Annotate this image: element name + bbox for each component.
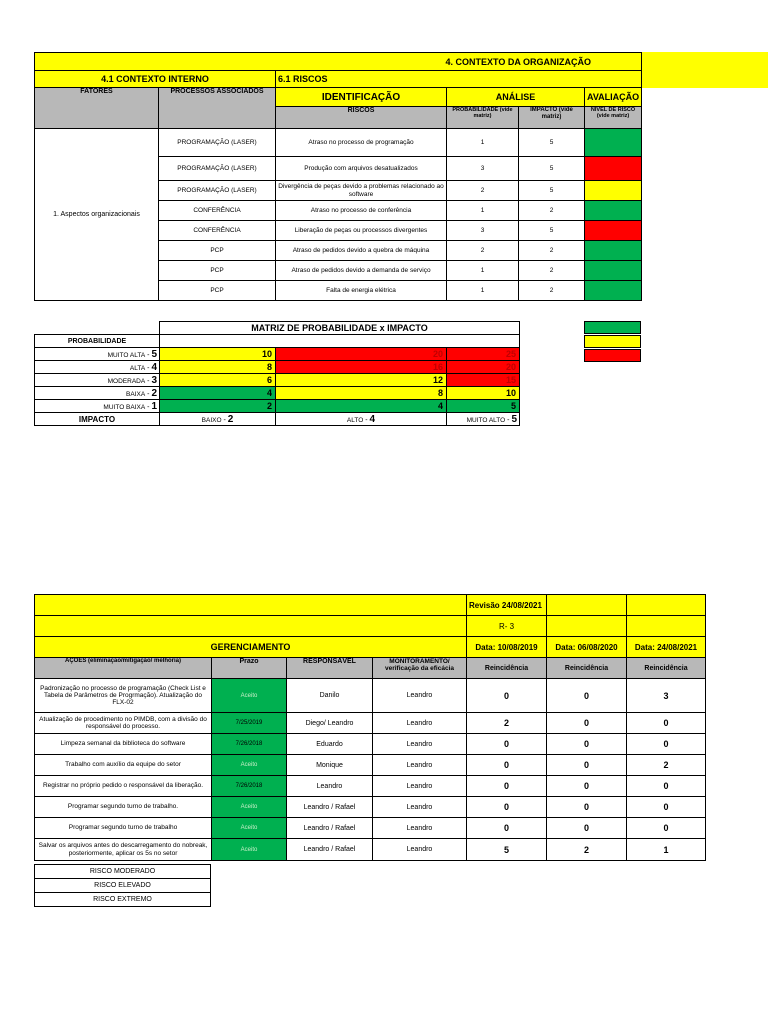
processo-cell: CONFERÊNCIA — [159, 221, 276, 241]
col-avaliacao: AVALIAÇÃO — [585, 88, 642, 107]
matrix-row-sep: - — [145, 351, 152, 359]
prob-cell: 3 — [447, 221, 519, 241]
matrix-row-sep: - — [145, 377, 152, 385]
nivel-risco-cell — [585, 157, 642, 181]
matrix-cell: 8 — [276, 387, 447, 400]
impacto-cell: 5 — [519, 181, 585, 201]
matrix-cell: 4 — [160, 387, 276, 400]
riscos-header: 6.1 RISCOS — [276, 71, 642, 88]
matrix-col-sep: - — [363, 416, 370, 424]
col-responsavel: RESPONSÁVEL — [287, 658, 373, 679]
monitoramento-cell: Leandro — [373, 797, 467, 818]
reincidencia-2-cell: 0 — [547, 755, 627, 776]
matrix-col-label: MUITO ALTO — [466, 416, 506, 424]
management-table — [34, 594, 706, 861]
matrix-cell: 6 — [160, 374, 276, 387]
date-3: Data: 24/08/2021 — [627, 637, 706, 658]
monitoramento-cell: Leandro — [373, 734, 467, 755]
matrix-row — [35, 400, 520, 413]
nivel-risco-cell — [585, 241, 642, 261]
col-probabilidade: PROBABILIDADE (vide matriz) — [447, 107, 519, 129]
responsavel-cell: Diego/ Leandro — [287, 713, 373, 734]
gerenciamento-title: GERENCIAMENTO — [35, 637, 467, 658]
monitoramento-cell: Leandro — [373, 776, 467, 797]
matrix-row-num: 3 — [151, 374, 157, 386]
reincidencia-2-cell: 0 — [547, 797, 627, 818]
reincidencia-2-cell: 0 — [547, 734, 627, 755]
impacto-cell: 2 — [519, 261, 585, 281]
matrix-row-num: 1 — [151, 400, 157, 412]
responsavel-cell: Leandro / Rafael — [287, 839, 373, 861]
contexto-interno-header: 4.1 CONTEXTO INTERNO — [35, 71, 276, 88]
nivel-risco-cell — [585, 281, 642, 301]
matrix-row-num: 2 — [151, 387, 157, 399]
col-acoes: AÇÕES (eliminação/mitigação/ melhoria) — [35, 658, 212, 679]
matrix-row-num: 4 — [151, 361, 157, 373]
legend-swatch-green — [584, 321, 641, 334]
reincidencia-1-cell: 0 — [467, 734, 547, 755]
legend-elevado: RISCO ELEVADO — [35, 879, 211, 893]
risco-cell: Falta de energia elétrica — [276, 281, 447, 301]
col-processos: PROCESSOS ASSOCIADOS — [159, 88, 276, 129]
acao-cell: Atualização de procedimento no PIMDB, com a divisão do responsável do processo. — [35, 713, 212, 734]
risk-table — [34, 52, 642, 301]
processo-cell: CONFERÊNCIA — [159, 201, 276, 221]
col-analise: ANÁLISE — [447, 88, 585, 107]
matrix-cell: 4 — [276, 400, 447, 413]
matrix-row-label — [35, 361, 160, 374]
management-row — [35, 797, 706, 818]
reincidencia-3-cell: 0 — [627, 797, 706, 818]
reincidencia-1-cell: 0 — [467, 755, 547, 776]
prob-cell: 3 — [447, 157, 519, 181]
impacto-cell: 2 — [519, 201, 585, 221]
legend-extremo: RISCO EXTREMO — [35, 893, 211, 907]
responsavel-cell: Leandro / Rafael — [287, 797, 373, 818]
reincidencia-1-cell: 2 — [467, 713, 547, 734]
reincidencia-3-cell: 0 — [627, 818, 706, 839]
col-riscos: RISCOS — [276, 107, 447, 129]
reincidencia-3-cell: 3 — [627, 679, 706, 713]
legend-moderado: RISCO MODERADO — [35, 865, 211, 879]
reincidencia-1-cell: 0 — [467, 776, 547, 797]
risco-cell: Atraso no processo de conferência — [276, 201, 447, 221]
reincidencia-2-cell: 2 — [547, 839, 627, 861]
acao-cell: Programar segundo turno de trabalho — [35, 818, 212, 839]
nivel-risco-cell — [585, 221, 642, 241]
matrix-row — [35, 348, 520, 361]
processo-cell: PROGRAMAÇÃO (LASER) — [159, 129, 276, 157]
col-prazo: Prazo — [212, 658, 287, 679]
matrix-row-label-text: ALTA — [129, 364, 146, 372]
management-row — [35, 818, 706, 839]
r3-label: R- 3 — [467, 616, 547, 637]
reincidencia-2-cell: 0 — [547, 818, 627, 839]
prazo-cell: Aceito — [212, 839, 287, 861]
management-row — [35, 734, 706, 755]
prob-cell: 1 — [447, 281, 519, 301]
reincidencia-3-cell: 0 — [627, 776, 706, 797]
responsavel-cell: Leandro — [287, 776, 373, 797]
matrix-cell: 10 — [447, 387, 520, 400]
nivel-risco-cell — [585, 261, 642, 281]
matrix-row-label — [35, 374, 160, 387]
matrix-cell: 2 — [160, 400, 276, 413]
nivel-risco-cell — [585, 181, 642, 201]
acao-cell: Programar segundo turno de trabalho. — [35, 797, 212, 818]
matrix-row-label-text: MUITO BAIXA — [103, 403, 146, 411]
col-monitoramento: MONITORAMENTO/ verificação da eficácia — [373, 658, 467, 679]
prob-cell: 2 — [447, 181, 519, 201]
risk-matrix — [34, 321, 520, 426]
prazo-cell: Aceito — [212, 818, 287, 839]
matrix-col-muito-alto — [447, 413, 520, 426]
responsavel-cell: Eduardo — [287, 734, 373, 755]
reincidencia-2-cell: 0 — [547, 713, 627, 734]
matrix-cell: 16 — [276, 361, 447, 374]
risk-row — [35, 129, 642, 157]
matrix-impacto-label: IMPACTO — [35, 413, 160, 426]
col-reincidencia-3: Reincidência — [627, 658, 706, 679]
monitoramento-cell: Leandro — [373, 679, 467, 713]
reincidencia-1-cell: 5 — [467, 839, 547, 861]
prazo-cell: 7/26/2018 — [212, 776, 287, 797]
impacto-cell: 5 — [519, 157, 585, 181]
col-reincidencia-2: Reincidência — [547, 658, 627, 679]
prob-cell: 1 — [447, 261, 519, 281]
legend-swatch-yellow — [584, 335, 641, 348]
matrix-row-label-text: BAIXA — [126, 390, 146, 398]
matrix-row-label — [35, 400, 160, 413]
reincidencia-3-cell: 0 — [627, 713, 706, 734]
matrix-prob-label: PROBABILIDADE — [35, 335, 160, 348]
fator-cell: 1. Aspectos organizacionais — [35, 129, 159, 301]
legend-swatch-red — [584, 349, 641, 362]
processo-cell: PROGRAMAÇÃO (LASER) — [159, 181, 276, 201]
page-title: 4. CONTEXTO DA ORGANIZAÇÃO — [35, 53, 642, 71]
reincidencia-3-cell: 2 — [627, 755, 706, 776]
management-row — [35, 776, 706, 797]
impacto-cell: 2 — [519, 241, 585, 261]
prazo-cell: Aceito — [212, 755, 287, 776]
responsavel-cell: Monique — [287, 755, 373, 776]
matrix-col-num: 2 — [227, 413, 234, 425]
nivel-risco-cell — [585, 201, 642, 221]
prob-cell: 1 — [447, 129, 519, 157]
matrix-row-num: 5 — [151, 348, 157, 360]
revisao-label: Revisão 24/08/2021 — [467, 595, 547, 616]
matrix-col-label: BAIXO — [201, 416, 222, 424]
matrix-cell: 20 — [276, 348, 447, 361]
matrix-cell: 25 — [447, 348, 520, 361]
matrix-row-label-text: MODERADA — [107, 377, 146, 385]
matrix-title: MATRIZ DE PROBABILIDADE x IMPACTO — [160, 322, 520, 335]
monitoramento-cell: Leandro — [373, 839, 467, 861]
processo-cell: PCP — [159, 241, 276, 261]
reincidencia-1-cell: 0 — [467, 679, 547, 713]
matrix-col-sep: - — [221, 416, 228, 424]
matrix-col-num: 4 — [369, 413, 376, 425]
matrix-row-label — [35, 387, 160, 400]
acao-cell: Padronização no processo de programação (Check List e Tabela de Parâmetros de Progrmação). Atualização do FLX-02 — [35, 679, 212, 713]
risco-cell: Atraso no processo de programação — [276, 129, 447, 157]
prazo-cell: 7/25/2019 — [212, 713, 287, 734]
col-nivel: NÍVEL DE RISCO (vide matriz) — [585, 107, 642, 129]
col-impacto: IMPACTO (vide matriz) — [519, 107, 585, 129]
matrix-cell: 12 — [276, 374, 447, 387]
risco-cell: Atraso de pedidos devido a quebra de máquina — [276, 241, 447, 261]
matrix-row-label — [35, 348, 160, 361]
matrix-row — [35, 387, 520, 400]
reincidencia-3-cell: 1 — [627, 839, 706, 861]
matrix-row-label-text: MUITO ALTA — [107, 351, 146, 359]
impacto-cell: 5 — [519, 129, 585, 157]
risco-cell: Divergência de peças devido a problemas relacionado ao software — [276, 181, 447, 201]
acao-cell: Registrar no próprio pedido o responsável da liberação. — [35, 776, 212, 797]
matrix-cell: 5 — [447, 400, 520, 413]
responsavel-cell: Leandro / Rafael — [287, 818, 373, 839]
prob-cell: 1 — [447, 201, 519, 221]
processo-cell: PCP — [159, 261, 276, 281]
risk-legend — [34, 864, 211, 907]
prazo-cell: Aceito — [212, 797, 287, 818]
monitoramento-cell: Leandro — [373, 755, 467, 776]
monitoramento-cell: Leandro — [373, 818, 467, 839]
matrix-row-sep: - — [145, 364, 152, 372]
col-identificacao: IDENTIFICAÇÃO — [276, 88, 447, 107]
acao-cell: Salvar os arquivos antes do descarregamento do nobreak, posteriormente, aplicar os 5s no setor — [35, 839, 212, 861]
prazo-cell: 7/26/2018 — [212, 734, 287, 755]
prob-cell: 2 — [447, 241, 519, 261]
nivel-risco-cell — [585, 129, 642, 157]
matrix-row — [35, 361, 520, 374]
processo-cell: PROGRAMAÇÃO (LASER) — [159, 157, 276, 181]
matrix-cell: 15 — [447, 374, 520, 387]
matrix-col-sep: - — [505, 416, 512, 424]
matrix-col-label: ALTO — [346, 416, 364, 424]
management-row — [35, 839, 706, 861]
matrix-row — [35, 374, 520, 387]
header-extension — [641, 52, 768, 88]
date-1: Data: 10/08/2019 — [467, 637, 547, 658]
management-row — [35, 755, 706, 776]
matrix-row-sep: - — [145, 390, 152, 398]
matrix-cell: 8 — [160, 361, 276, 374]
risco-cell: Produção com arquivos desatualizados — [276, 157, 447, 181]
acao-cell: Trabalho com auxílio da equipe do setor — [35, 755, 212, 776]
responsavel-cell: Danilo — [287, 679, 373, 713]
matrix-row-sep: - — [145, 403, 152, 411]
col-fatores: FATORES — [35, 88, 159, 129]
matrix-cell: 10 — [160, 348, 276, 361]
matrix-col-baixo — [160, 413, 276, 426]
management-row — [35, 679, 706, 713]
risco-cell: Atraso de pedidos devido a demanda de serviço — [276, 261, 447, 281]
date-2: Data: 06/08/2020 — [547, 637, 627, 658]
col-reincidencia-1: Reincidência — [467, 658, 547, 679]
matrix-col-alto — [276, 413, 447, 426]
matrix-cell: 20 — [447, 361, 520, 374]
reincidencia-1-cell: 0 — [467, 797, 547, 818]
impacto-cell: 5 — [519, 221, 585, 241]
prazo-cell: Aceito — [212, 679, 287, 713]
reincidencia-3-cell: 0 — [627, 734, 706, 755]
impacto-cell: 2 — [519, 281, 585, 301]
management-row — [35, 713, 706, 734]
acao-cell: Limpeza semanal da biblioteca do software — [35, 734, 212, 755]
processo-cell: PCP — [159, 281, 276, 301]
reincidencia-2-cell: 0 — [547, 679, 627, 713]
matrix-col-num: 5 — [511, 413, 518, 425]
monitoramento-cell: Leandro — [373, 713, 467, 734]
risco-cell: Liberação de peças ou processos divergentes — [276, 221, 447, 241]
reincidencia-1-cell: 0 — [467, 818, 547, 839]
reincidencia-2-cell: 0 — [547, 776, 627, 797]
